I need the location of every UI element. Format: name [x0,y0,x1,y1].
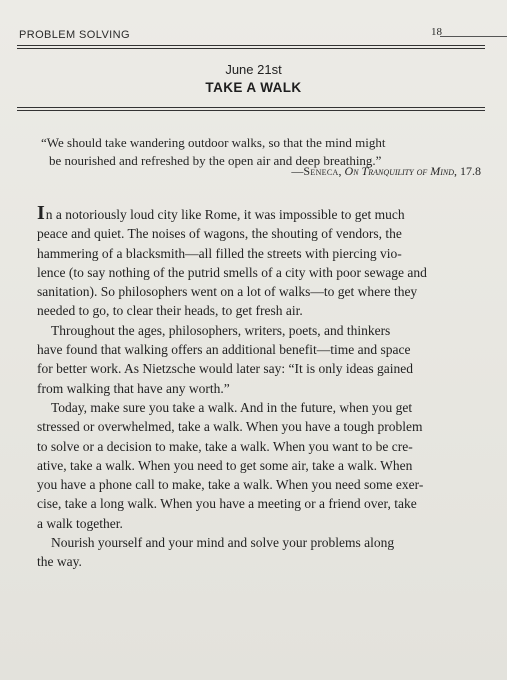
text-line: cise, take a long walk. When you have a meeting or a friend over, take [37,496,417,512]
page-number: 18 [431,26,442,38]
text-line: stressed or overwhelmed, take a walk. When you have a tough problem [37,419,423,435]
text-line-content: n a notoriously loud city like Rome, it was impossible to get much [45,207,405,222]
attribution-work: On Tranquility of Mind [344,164,454,178]
entry-date: June 21st [225,62,282,77]
epigraph-line: “We should take wandering outdoor walks, so that the mind might [41,135,386,150]
paragraph-3 [37,398,477,533]
title-rule-bottom [17,110,485,111]
text-line: hammering of a blacksmith—all filled the streets with piercing vio- [37,245,402,261]
text-line: sanitation). So philosophers went on a lot of walks—to get where they [37,284,418,300]
text-line: Throughout the ages, philosophers, writers, poets, and thinkers [51,322,391,338]
drop-cap: I [37,202,45,224]
text-line [37,202,477,224]
text-line: have found that walking offers an additional benefit—time and space [37,342,411,358]
header-rule-top [17,45,485,46]
attribution-separator: , [338,164,345,178]
text-line: the way. [37,554,82,570]
text-line: for better work. As Nietzsche would later say: “It is only ideas gained [37,361,414,377]
header-rule-bottom [17,48,485,49]
paragraph-4 [37,533,477,572]
attribution-dash: — [291,164,304,178]
text-line: to solve or a decision to make, take a walk. When you want to be cre- [37,438,413,454]
paragraph-1 [37,202,477,321]
text-line: Nourish yourself and your mind and solve your problems along [51,535,395,551]
epigraph-line: be nourished and refreshed by the open air and deep breathing.” [49,153,382,168]
text-line: needed to go, to clear their heads, to get fresh air. [37,303,303,319]
paragraph-2 [37,321,477,398]
page-edge-line [440,36,507,37]
entry-title: TAKE A WALK [205,80,302,95]
attribution-citation: , 17.8 [454,164,481,178]
text-line: lence (to say nothing of the putrid smells of a city with poor sewage and [37,264,427,280]
body-text [37,202,477,572]
text-line: from walking that have any worth.” [37,380,230,396]
epigraph-attribution [291,164,481,179]
attribution-author: Seneca [303,164,339,178]
text-line: a walk together. [37,515,123,531]
text-line: ative, take a walk. When you need to get some air, take a walk. When [37,457,413,473]
text-line: you have a phone call to make, take a walk. When you need some exer- [37,477,424,493]
text-line: Today, make sure you take a walk. And in the future, when you get [51,399,413,415]
title-rule-top [17,107,485,108]
running-head: PROBLEM SOLVING [19,29,130,41]
text-line: peace and quiet. The noises of wagons, the shouting of vendors, the [37,226,402,242]
